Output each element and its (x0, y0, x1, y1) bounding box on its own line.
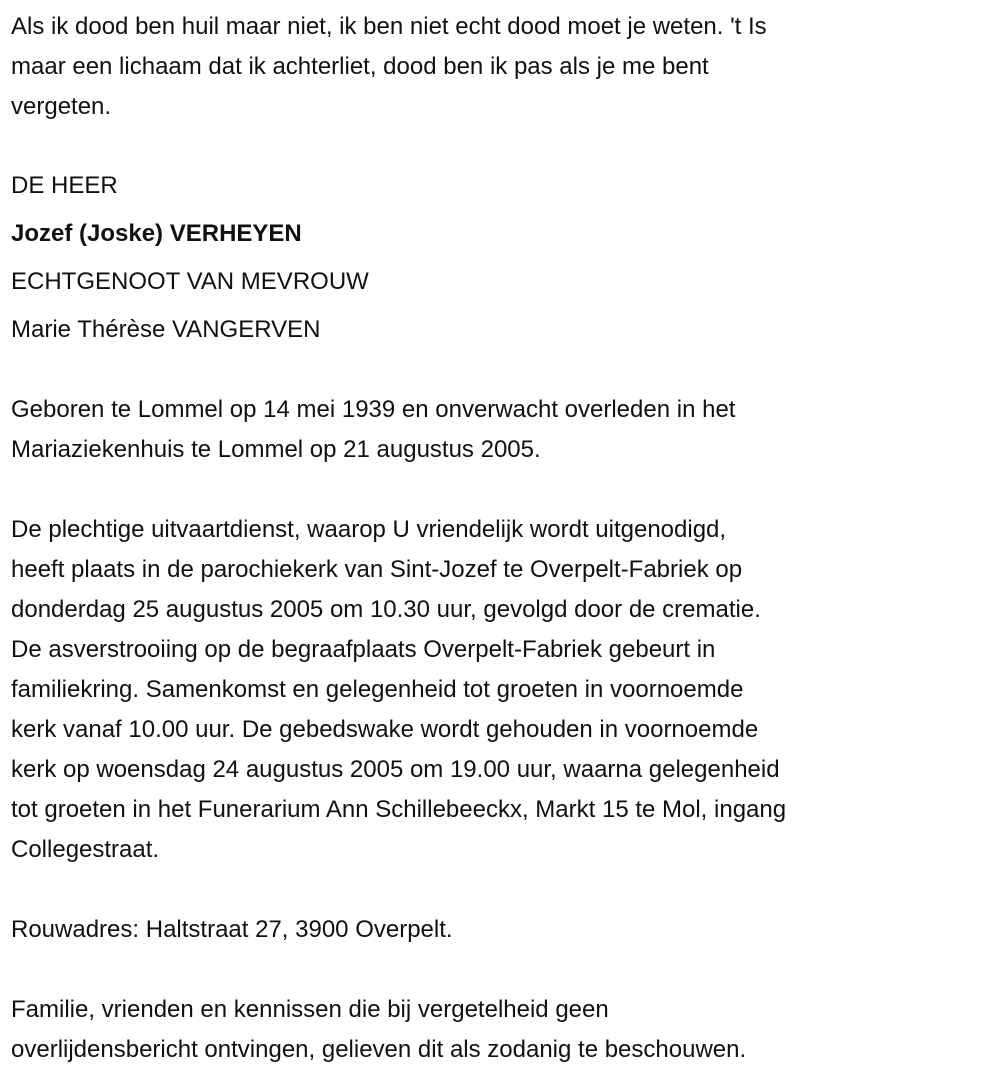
spouse-label: ECHTGENOOT VAN MEVROUW (11, 268, 369, 295)
text-line: Geboren te Lommel op 14 mei 1939 en onverwacht overleden in het (11, 396, 736, 423)
text-line: kerk op woensdag 24 augustus 2005 om 19.00 uur, waarna gelegenheid (11, 756, 780, 783)
birth-paragraph (11, 390, 996, 470)
poem-line: maar een lichaam dat ik achterliet, dood ben ik pas als je me bent (11, 53, 709, 80)
text-line: Mariaziekenhuis te Lommel op 21 augustus 2005. (11, 436, 541, 463)
poem-line: Als ik dood ben huil maar niet, ik ben niet echt dood moet je weten. 't Is (11, 13, 767, 40)
text-line: familiekring. Samenkomst en gelegenheid tot groeten in voornoemde (11, 676, 744, 703)
title: DE HEER (11, 172, 118, 199)
text-line: heeft plaats in de parochiekerk van Sint-Jozef te Overpelt-Fabriek op (11, 556, 743, 583)
closing-paragraph (11, 990, 996, 1070)
text-line: De asverstrooiing op de begraafplaats Overpelt-Fabriek gebeurt in (11, 636, 716, 663)
poem-line: vergeten. (11, 93, 112, 120)
deceased-header (11, 166, 996, 358)
spouse-name: Marie Thérèse VANGERVEN (11, 316, 321, 343)
text-line: kerk vanaf 10.00 uur. De gebedswake wordt gehouden in voornoemde (11, 716, 759, 743)
text-line: tot groeten in het Funerarium Ann Schillebeeckx, Markt 15 te Mol, ingang (11, 796, 787, 823)
deceased-name: Jozef (Joske) VERHEYEN (11, 220, 302, 247)
text-line: overlijdensbericht ontvingen, gelieven dit als zodanig te beschouwen. (11, 1036, 747, 1063)
poem (11, 7, 996, 127)
text-line: Rouwadres: Haltstraat 27, 3900 Overpelt. (11, 916, 453, 943)
text-line: Familie, vrienden en kennissen die bij vergetelheid geen (11, 996, 609, 1023)
address-paragraph (11, 910, 996, 950)
text-line: donderdag 25 augustus 2005 om 10.30 uur, gevolgd door de crematie. (11, 596, 761, 623)
text-line: De plechtige uitvaartdienst, waarop U vriendelijk wordt uitgenodigd, (11, 516, 727, 543)
service-paragraph (11, 510, 996, 870)
text-line: Collegestraat. (11, 836, 160, 863)
